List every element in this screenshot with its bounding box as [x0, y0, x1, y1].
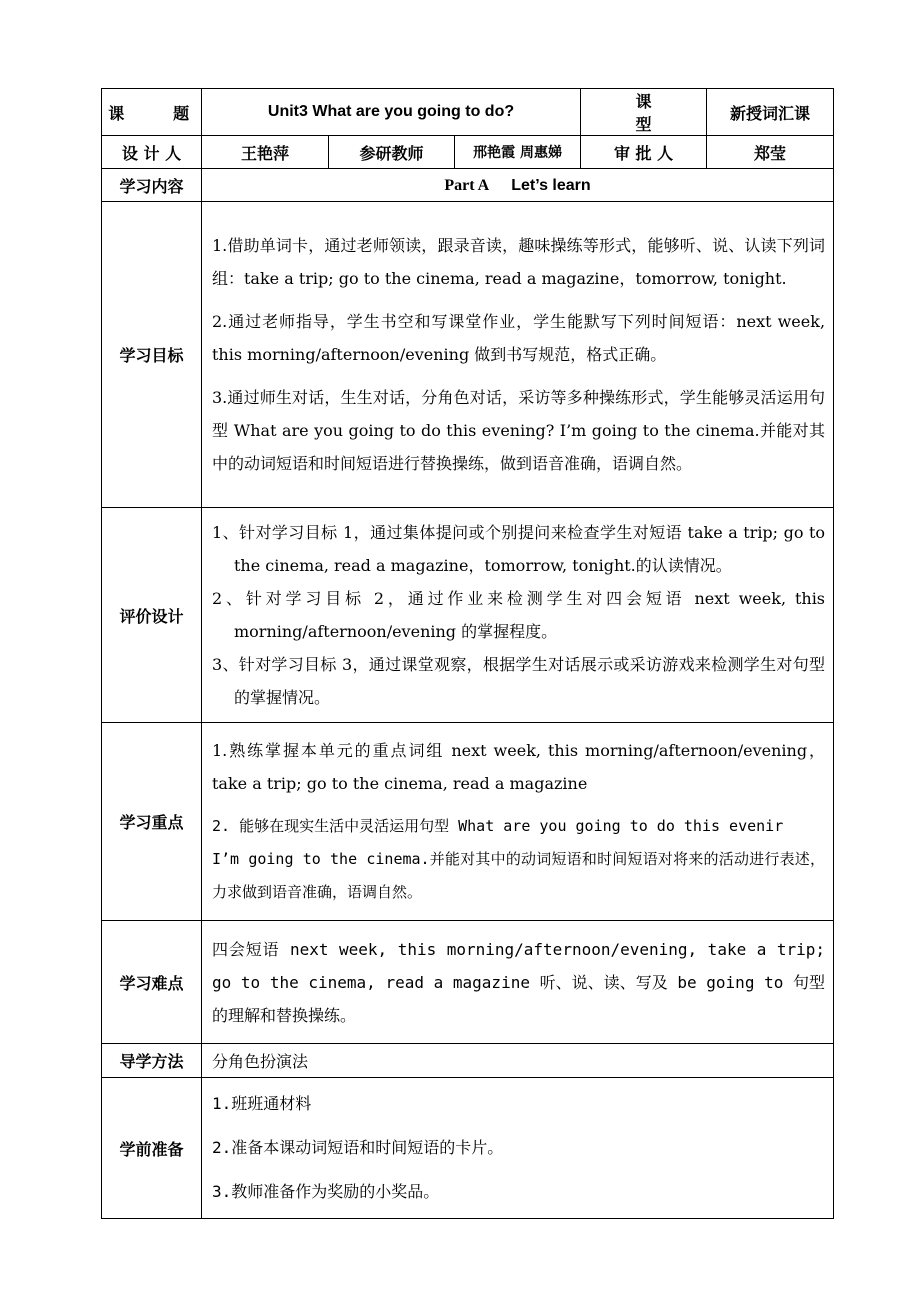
difficulties-content [202, 921, 834, 1044]
key-points-label: 学习重点 [102, 723, 202, 921]
method-value: 分角色扮演法 [202, 1044, 834, 1078]
preparation-row [102, 1078, 834, 1219]
objective-item-3: 3.通过师生对话，生生对话，分角色对话，采访等多种操练形式，学生能够灵活运用句型 What are you going to do this evening? I’m going to the cinema.并能对其中的动词短语和时间短语进行替换操练，做到语音准确，语调自然。 [212, 388, 826, 473]
method-row [102, 1044, 834, 1078]
preparation-label: 学前准备 [102, 1078, 202, 1219]
lesson-heading [202, 169, 834, 202]
evaluation-row [102, 508, 834, 723]
designer-value: 王艳萍 [202, 136, 329, 169]
key-points-content [202, 723, 834, 921]
objective-item-1: 1.借助单词卡，通过老师领读，跟录音读，趣味操练等形式，能够听、说、认读下列词组：take a trip; go to the cinema, read a magazine，tomorrow, tonight. [212, 236, 826, 288]
difficulties-label: 学习难点 [102, 921, 202, 1044]
objectives-content [202, 202, 834, 508]
teacher-label: 参研教师 [329, 136, 455, 169]
part-label: Part A [444, 177, 490, 194]
teachers-value: 邢艳霞 周惠娣 [455, 136, 581, 169]
preparation-item-1: 1.班班通材料 [212, 1094, 312, 1113]
method-label: 导学方法 [102, 1044, 202, 1078]
approver-label: 审 批 人 [581, 136, 707, 169]
objectives-row [102, 202, 834, 508]
preparation-item-2: 2.准备本课动词短语和时间短语的卡片。 [212, 1138, 504, 1157]
designer-label: 设 计 人 [102, 136, 202, 169]
key-point-item-2-line1: 2. 能够在现实生活中灵活运用句型 What are you going to do this evenir [212, 817, 784, 835]
evaluation-item-3: 3、针对学习目标 3，通过课堂观察，根据学生对话展示或采访游戏来检测学生对句型的掌握情况。 [212, 655, 826, 707]
type-value: 新授词汇课 [707, 89, 834, 136]
difficulties-row [102, 921, 834, 1044]
header-row-designer [102, 136, 834, 169]
unit-title: Unit3 What are you going to do? [202, 89, 581, 136]
topic-label: 课 题 [102, 89, 202, 136]
objective-item-2: 2.通过老师指导，学生书空和写课堂作业，学生能默写下列时间短语：next week, this morning/afternoon/evening 做到书写规范，格式正确。 [212, 312, 826, 364]
key-point-item-2-rest: I’m going to the cinema.并能对其中的动词短语和时间短语对将来的活动进行表述，力求做到语音准确，语调自然。 [212, 850, 826, 901]
type-label: 课 型 [581, 89, 707, 136]
evaluation-item-2: 2、针对学习目标 2，通过作业来检测学生对四会短语 next week, this morning/afternoon/evening 的掌握程度。 [212, 589, 826, 641]
content-label: 学习内容 [102, 169, 202, 202]
content-row [102, 169, 834, 202]
header-row-topic [102, 89, 834, 136]
lesson-plan-table [101, 88, 834, 1219]
key-point-item-1: 1.熟练掌握本单元的重点词组 next week, this morning/afternoon/evening，take a trip; go to the cinema, read a magazine [212, 741, 826, 793]
evaluation-label: 评价设计 [102, 508, 202, 723]
objectives-label: 学习目标 [102, 202, 202, 508]
difficulties-text: 四会短语 next week, this morning/afternoon/evening, take a trip; go to the cinema, read a magazine 听、说、读、写及 be going to 句型的理解和替换操练。 [212, 939, 826, 1025]
preparation-content [202, 1078, 834, 1219]
lesson-name: Let’s learn [511, 177, 591, 194]
key-points-row [102, 723, 834, 921]
evaluation-item-1: 1、针对学习目标 1，通过集体提问或个别提问来检查学生对短语 take a trip; go to the cinema, read a magazine，tomorrow, tonight.的认读情况。 [212, 523, 826, 575]
evaluation-content [202, 508, 834, 723]
approver-value: 郑莹 [707, 136, 834, 169]
preparation-item-3: 3.教师准备作为奖励的小奖品。 [212, 1182, 440, 1201]
